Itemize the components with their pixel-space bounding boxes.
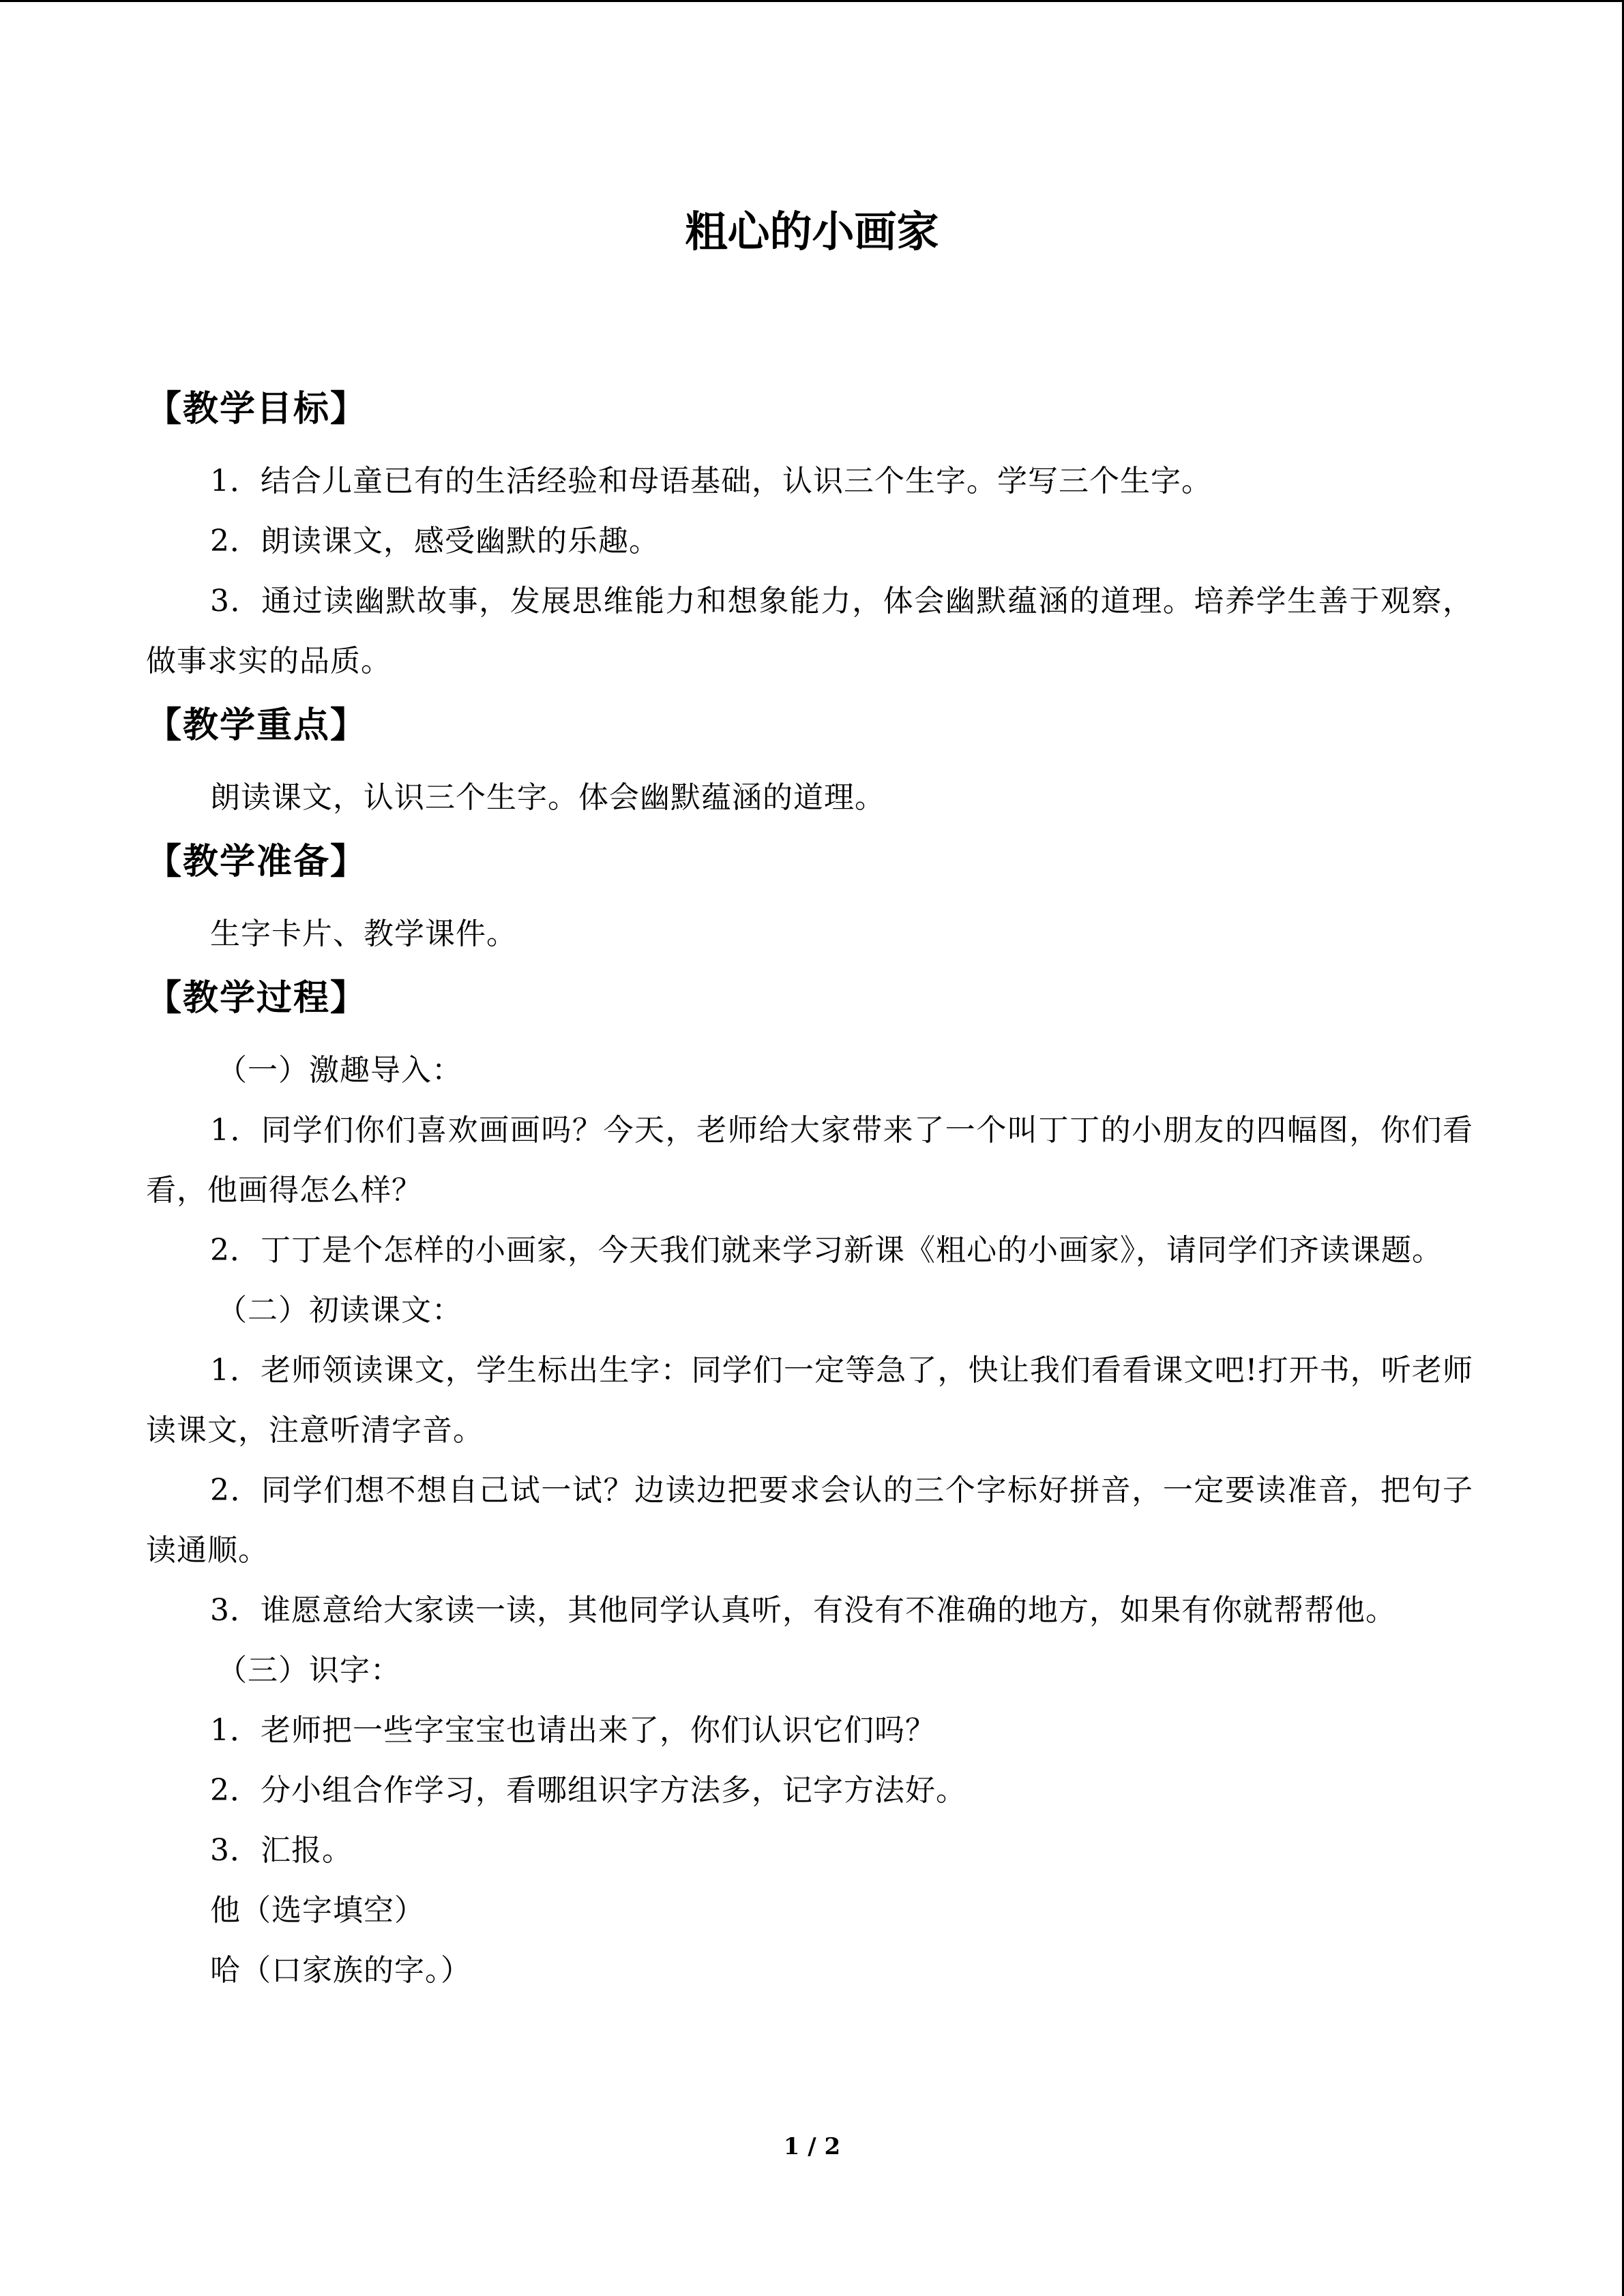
section-heading-preparation: 【教学准备】	[146, 841, 368, 882]
process-item: 他（选字填空）	[210, 1893, 425, 1928]
key-point-item: 朗读课文，认识三个生字。体会幽默蕴涵的道理。	[210, 780, 885, 815]
process-item: 3．谁愿意给大家读一读，其他同学认真听，有没有不准确的地方，如果有你就帮帮他。	[210, 1593, 1396, 1628]
process-subheading: （二）初读课文：	[217, 1293, 462, 1328]
process-subheading: （三）识字：	[217, 1653, 401, 1688]
process-item: 2．丁丁是个怎样的小画家，今天我们就来学习新课《粗心的小画家》，请同学们齐读课题。	[210, 1233, 1443, 1268]
process-item: 哈（口家族的字。）	[210, 1953, 471, 1988]
process-item: 1．老师领读课文，学生标出生字：同学们一定等急了，快让我们看看课文吧!打开书，听老师读课文，注意听清字音。	[146, 1353, 1473, 1448]
process-item: 3．汇报。	[210, 1833, 353, 1868]
preparation-item: 生字卡片、教学课件。	[210, 916, 517, 951]
process-item: 1．老师把一些字宝宝也请出来了，你们认识它们吗？	[210, 1713, 936, 1748]
section-heading-objectives: 【教学目标】	[146, 389, 368, 430]
process-item: 2．同学们想不想自己试一试？边读边把要求会认的三个字标好拼音，一定要读准音，把句子读通顺。	[146, 1473, 1473, 1568]
section-objectives	[146, 382, 1473, 691]
process-subheading: （一）激趣导入：	[217, 1053, 462, 1088]
section-heading-key-points: 【教学重点】	[146, 705, 368, 746]
page-border-top	[0, 0, 1624, 2]
section-preparation	[146, 835, 1473, 964]
page-number: 1 / 2	[783, 2133, 841, 2160]
section-process	[146, 971, 1473, 2001]
process-item: 1．同学们你们喜欢画画吗？今天，老师给大家带来了一个叫丁丁的小朋友的四幅图，你们看看，他画得怎么样？	[146, 1113, 1473, 1208]
document-title: 粗心的小画家	[685, 207, 939, 256]
objective-item: 3．通过读幽默故事，发展思维能力和想象能力，体会幽默蕴涵的道理。培养学生善于观察，做事求实的品质。	[146, 584, 1473, 679]
process-item: 2．分小组合作学习，看哪组识字方法多，记字方法好。	[210, 1773, 966, 1808]
objective-item: 2．朗读课文，感受幽默的乐趣。	[210, 524, 660, 558]
objective-item: 1．结合儿童已有的生活经验和母语基础，认识三个生字。学写三个生字。	[210, 464, 1212, 498]
section-heading-process: 【教学过程】	[146, 978, 368, 1019]
document-body	[146, 382, 1473, 2008]
section-key-points	[146, 698, 1473, 828]
